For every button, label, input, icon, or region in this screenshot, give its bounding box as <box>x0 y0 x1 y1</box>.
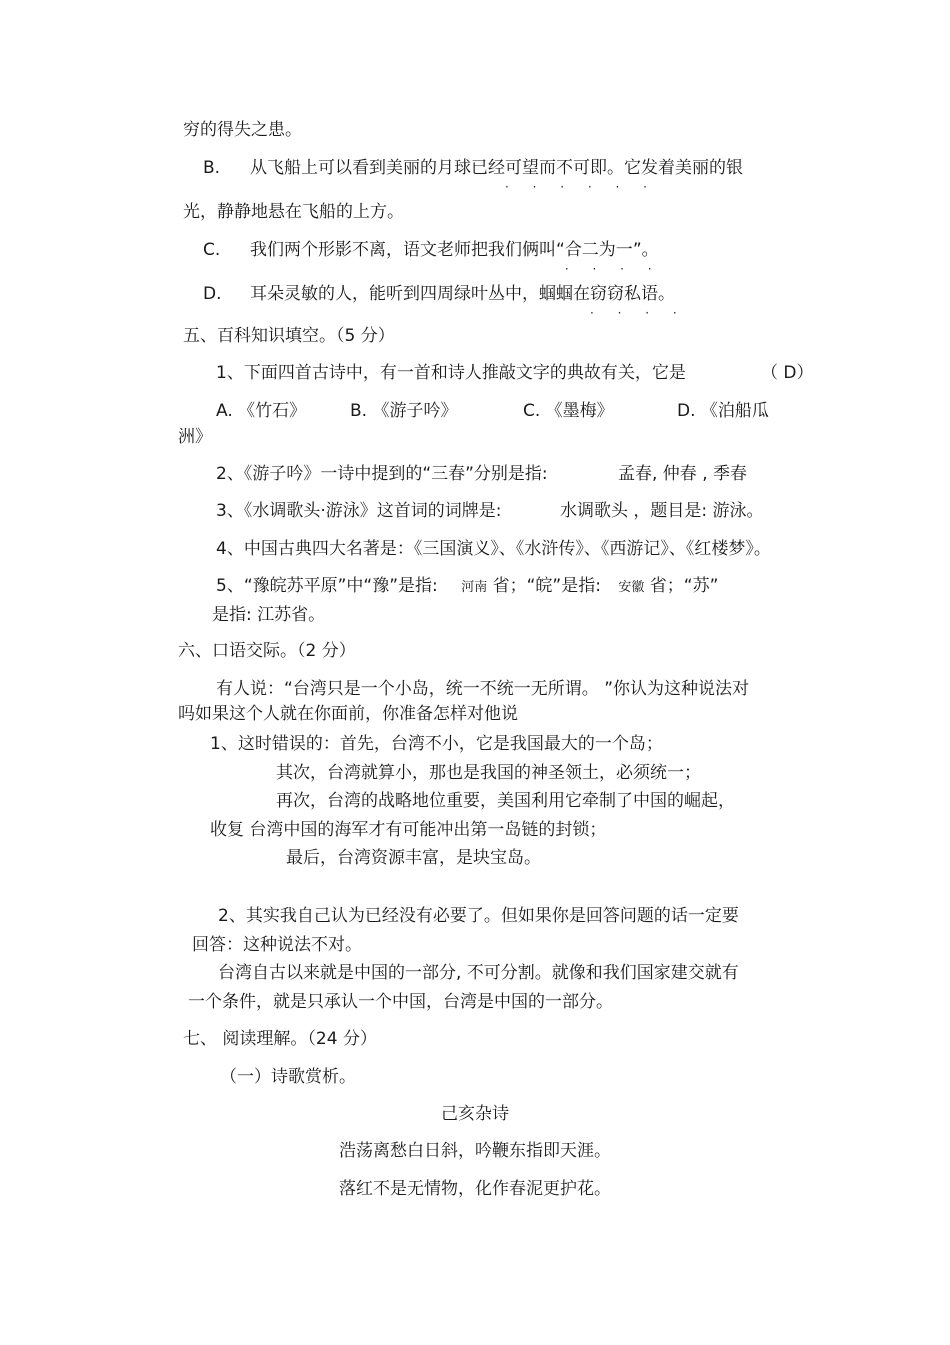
answer-line: 其次，台湾就算小，那也是我国的神圣领土，必须统一； <box>276 763 701 783</box>
answer-henan: 河南 <box>461 580 488 595</box>
answer-anhui: 安徽 <box>618 580 645 595</box>
choice-a: A. 《竹石》 <box>216 401 307 421</box>
option-b-text-a: 从飞船上可以看到美丽的月球已经 <box>250 158 505 178</box>
section-title-6: 六、口语交际。（2 分） <box>178 641 356 661</box>
option-label-d: D. <box>203 284 222 304</box>
question-4: 4、中国古典四大名著是：《三国演义》、《水浒传》、《西游记》、《红楼梦》。 <box>216 539 771 559</box>
emphasis-dots: · · · · <box>590 306 687 320</box>
option-label-c: C. <box>203 240 221 260</box>
choice-d: D. 《泊船瓜 <box>677 401 769 421</box>
answer-line: 台湾自古以来就是中国的一部分, 不可分割。就像和我们国家建交就有 <box>218 963 739 983</box>
question-3-answer: 水调歌头 ，题目是: 游泳。 <box>560 501 764 521</box>
text-line: 光，静静地悬在飞船的上方。 <box>183 202 404 222</box>
option-c-emphasized-phrase <box>564 240 662 276</box>
question-5-continued: 是指: 江苏省。 <box>212 605 326 625</box>
poem-line-2: 落红不是无情物，化作春泥更护花。 <box>339 1179 611 1199</box>
answer-line: 回答：这种说法不对。 <box>192 935 362 955</box>
text-line: 穷的得失之患。 <box>183 120 302 140</box>
question-3: 3、《水调歌头·游泳》这首词的词牌是: <box>216 501 502 521</box>
emphasized-text: 合二为一 <box>564 240 633 260</box>
option-b-line <box>250 157 743 194</box>
poem-line-1: 浩荡离愁白日斜，吟鞭东指即天涯。 <box>339 1141 611 1161</box>
question-2-answer: 孟春, 仲春 , 季春 <box>618 464 748 484</box>
option-c-text-b: ”。 <box>632 240 659 260</box>
question-1-answer: （ D） <box>761 363 814 383</box>
emphasized-text: 窃窃私语 <box>590 284 658 304</box>
answer-line: 最后，台湾资源丰富，是块宝岛。 <box>286 848 541 868</box>
section-title-5: 五、百科知识填空。（5 分） <box>183 326 395 346</box>
option-label-b: B. <box>203 158 221 178</box>
option-d-text-a: 耳朵灵敏的人，能听到四周绿叶丛中，蝈蝈在 <box>250 284 590 304</box>
subsection-title: （一）诗歌赏析。 <box>220 1067 356 1087</box>
choice-b: B. 《游子吟》 <box>350 401 458 421</box>
option-d-emphasized-phrase <box>590 284 687 320</box>
answer-line: 收复 台湾中国的海军才有可能冲出第一岛链的封锁； <box>210 820 607 840</box>
poem-title: 己亥杂诗 <box>441 1104 509 1124</box>
question-5 <box>216 575 718 599</box>
answer-line: 1、这时错误的：首先，台湾不小，它是我国最大的一个岛； <box>210 734 663 754</box>
answer-line: 一个条件，就是只承认一个中国，台湾是中国的一部分。 <box>188 992 613 1012</box>
answer-line: 2、其实我自己认为已经没有必要了。但如果你是回答问题的话一定要 <box>218 906 739 926</box>
emphasized-text: 可望而不可即 <box>505 158 607 178</box>
question-1: 1、下面四首古诗中，有一首和诗人推敲文字的典故有关，它是 <box>216 363 686 383</box>
question-5-text-b: 省；“皖”是指: <box>492 576 601 596</box>
emphasis-dots: · · · · · · <box>505 180 657 194</box>
choice-d-continued: 洲》 <box>178 427 212 447</box>
option-b-emphasized-phrase <box>505 158 657 194</box>
choice-c: C. 《墨梅》 <box>523 401 614 421</box>
question-2: 2、《游子吟》一诗中提到的“三春”分别是指: <box>216 464 548 484</box>
paragraph-line: 吗如果这个人就在你面前，你准备怎样对他说 <box>178 704 518 724</box>
option-c-text-a: 我们两个形影不离，语文老师把我们俩叫“ <box>250 240 565 260</box>
option-b-text-b: 。它发着美丽的银 <box>607 158 743 178</box>
option-d-text-b: 。 <box>658 284 675 304</box>
answer-line: 再次，台湾的战略地位重要，美国利用它牵制了中国的崛起， <box>276 791 735 811</box>
question-5-text-c: 省；“苏” <box>649 576 719 596</box>
emphasis-dots: · · · · <box>564 262 662 276</box>
section-title-7: 七、 阅读理解。（24 分） <box>183 1029 377 1049</box>
option-c-line <box>250 239 662 276</box>
option-d-line <box>250 283 687 320</box>
paragraph-line: 有人说：“台湾只是一个小岛，统一不统一无所谓。 ”你认为这种说法对 <box>216 679 750 699</box>
question-5-text-a: 5、“豫皖苏平原”中“豫”是指: <box>216 576 438 596</box>
